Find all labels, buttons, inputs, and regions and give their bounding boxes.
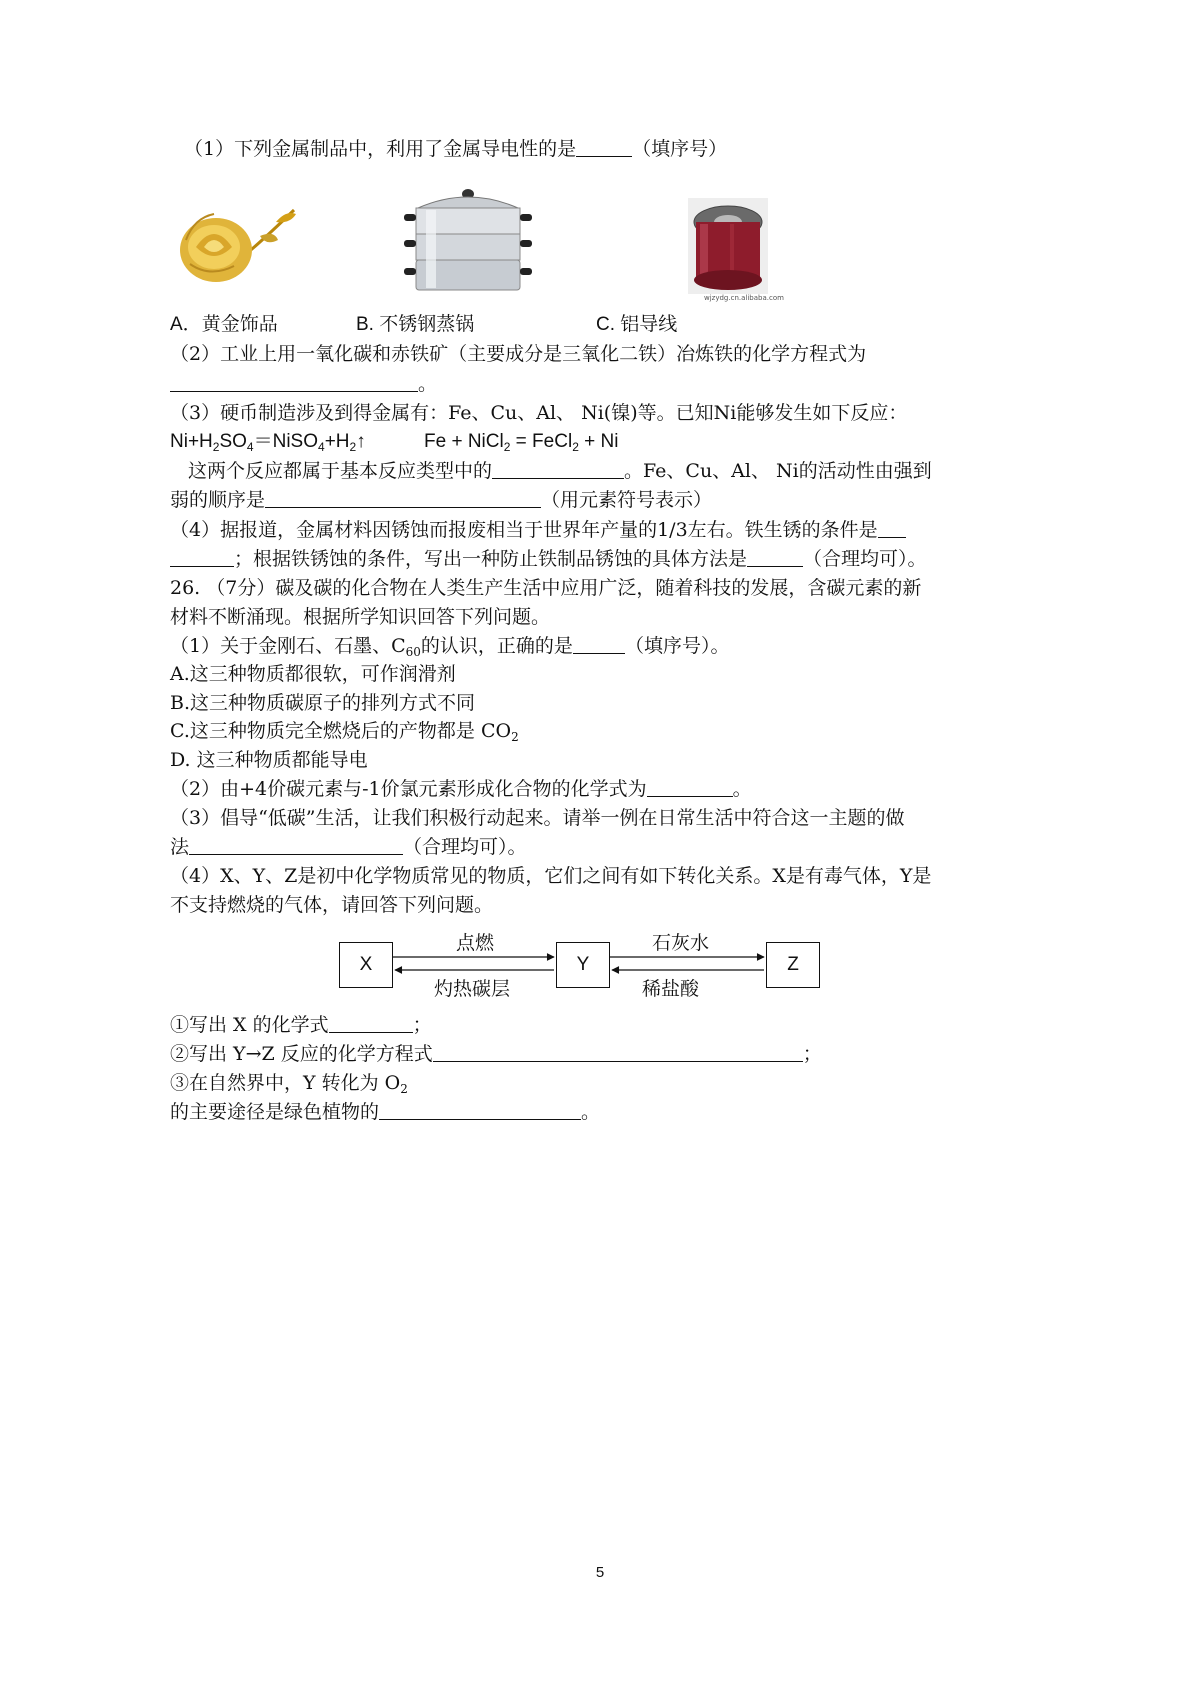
- q25-part1: （1）下列金属制品中，利用了金属导电性的是 （填序号）: [184, 138, 728, 160]
- equation-1: $Ni+H_2SO_4=NiSO_4+H_2↑$: [170, 431, 366, 454]
- q26-part1: （1）关于金刚石、石墨、$C_{60}$的认识，正确的是 （填序号）。: [170, 635, 730, 659]
- q25-part4-line2: ；根据铁锈蚀的条件，写出一种防止铁制品锈蚀的具体方法是 （合理均可）。: [170, 547, 927, 571]
- q26-part4: （4）X、Y、Z是初中化学物质常见的物质，它们之间有如下转化关系。X是有毒气体，Y是: [170, 865, 932, 887]
- choice-c: C.这三种物质完全燃烧后的产物都是 $CO_2$: [170, 720, 519, 744]
- q26-sub3: ③在自然界中，Y 转化为 $O_2$: [170, 1072, 408, 1096]
- option-c: C. 铝导线: [596, 313, 678, 335]
- page-number: 5: [595, 1564, 605, 1581]
- q26-sub2: ②写出 Y→Z 反应的化学方程式 ；: [170, 1043, 822, 1065]
- answer-blank: [329, 1015, 413, 1033]
- q25-part3-line3: 这两个反应都属于基本反应类型中的 。Fe、Cu、Al、 Ni的活动性由强到: [188, 460, 932, 482]
- watermark-text: wjzydg.cn.alibaba.com: [704, 294, 784, 302]
- label-hot-carbon: 灼热碳层: [434, 978, 511, 1000]
- label-ignite: 点燃: [456, 932, 495, 954]
- q26-sub3-line2: 的主要途径是绿色植物的 。: [170, 1101, 601, 1123]
- q26-intro-line2: 材料不断涌现。根据所学知识回答下列问题。: [170, 606, 551, 628]
- label-dilute-hcl: 稀盐酸: [642, 978, 700, 1000]
- answer-blank: [379, 1102, 581, 1120]
- option-b: B. 不锈钢蒸锅: [356, 313, 475, 335]
- answer-blank: [433, 1044, 803, 1062]
- q25-part4: （4）据报道，金属材料因锈蚀而报废相当于世界年产量的1/3左右。铁生锈的条件是: [170, 518, 906, 542]
- label-limewater: 石灰水: [652, 932, 710, 954]
- choice-d: D. 这三种物质都能导电: [170, 749, 368, 771]
- q26-intro: 26. （7分）碳及碳的化合物在人类生产生活中应用广泛，随着科技的发展，含碳元素的新: [170, 577, 922, 599]
- choice-a: A.这三种物质都很软，可作润滑剂: [170, 663, 456, 685]
- q26-part3-line2: 法 （合理均可）。: [170, 836, 527, 858]
- q25-part2: （2）工业上用一氧化碳和赤铁矿（主要成分是三氧化二铁）冶炼铁的化学方程式为: [170, 343, 867, 365]
- choice-b: B.这三种物质碳原子的排列方式不同: [170, 692, 476, 714]
- q26-part3: （3）倡导“低碳”生活，让我们积极行动起来。请举一例在日常生活中符合这一主题的做: [170, 807, 905, 829]
- option-a: A．黄金饰品: [170, 313, 278, 335]
- q25-part3: （3）硬币制造涉及到得金属有：Fe、Cu、Al、 Ni(镍)等。已知Ni能够发生如下反应：: [170, 402, 908, 424]
- q26-sub1: ①写出 X 的化学式 ；: [170, 1014, 432, 1036]
- q25-part2-blank: 。: [170, 372, 437, 396]
- q26-part4-line2: 不支持燃烧的气体，请回答下列问题。: [170, 894, 494, 916]
- node-x: X: [339, 942, 393, 988]
- equation-2: Fe + NiCl$_2$ = FeCl$_2$ + Ni: [424, 431, 619, 454]
- q25-part3-line4: 弱的顺序是 （用元素符号表示）: [170, 489, 713, 511]
- node-z: Z: [766, 942, 820, 988]
- node-y: Y: [556, 942, 610, 988]
- q26-part2: （2）由+4价碳元素与-1价氯元素形成化合物的化学式为 。: [170, 778, 752, 800]
